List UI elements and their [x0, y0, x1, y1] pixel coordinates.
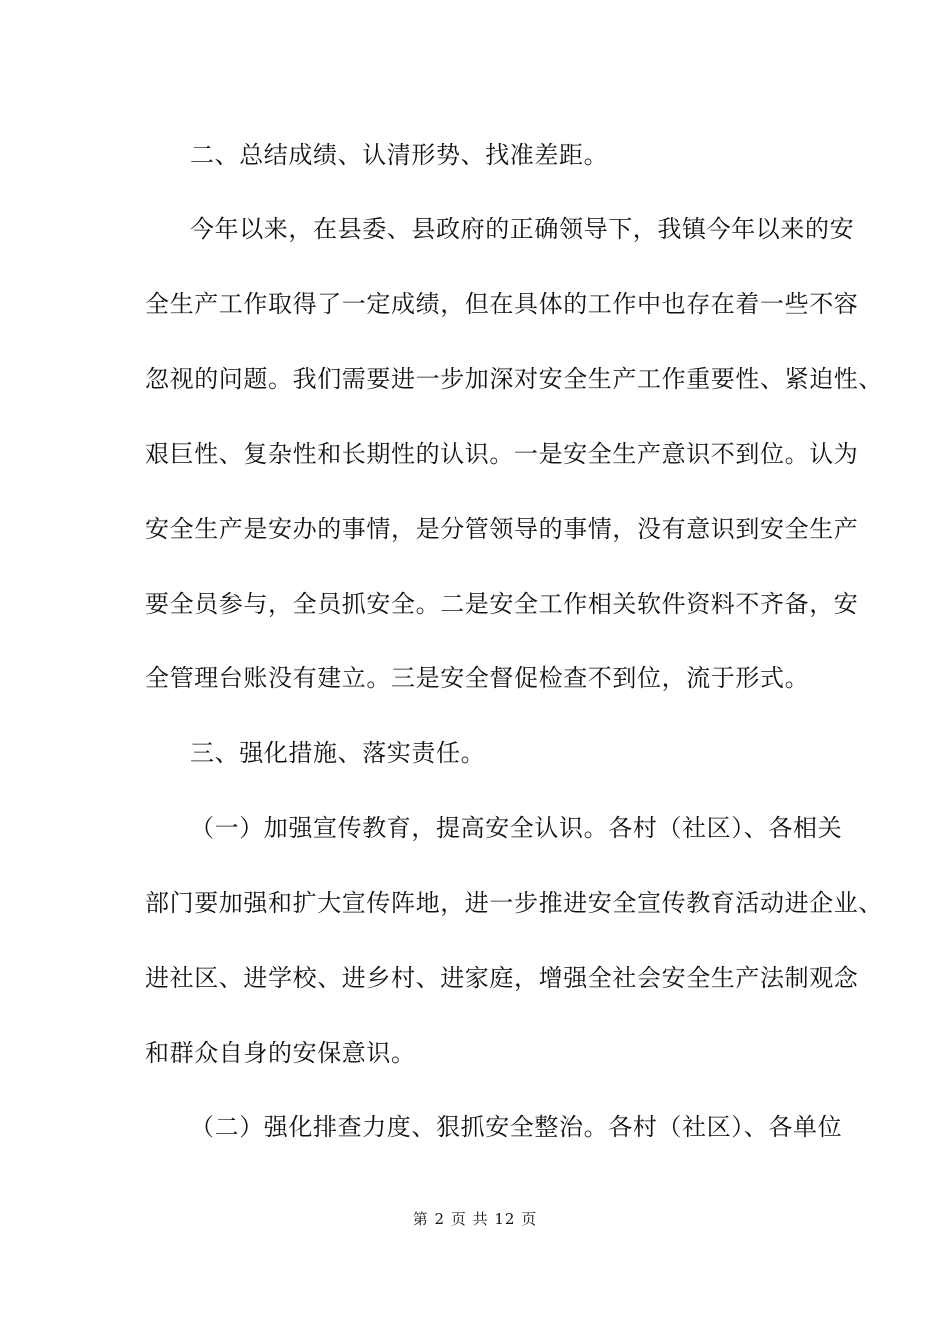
page-number-footer: 第 2 页 共 12 页: [412, 1210, 538, 1228]
paragraph-line: 安全生产是安办的事情，是分管领导的事情，没有意识到安全生产: [145, 515, 859, 543]
paragraph-line: 全生产工作取得了一定成绩，但在具体的工作中也存在着一些不容: [145, 290, 859, 318]
section-heading-2: 二、总结成绩、认清形势、找准差距。: [190, 141, 609, 169]
section-heading-3: 三、强化措施、落实责任。: [190, 739, 486, 767]
paragraph-line: 和群众自身的安保意识。: [145, 1039, 416, 1067]
paragraph-line: （一）加强宣传教育，提高安全认识。各村（社区）、各相关: [190, 814, 843, 842]
paragraph-line: 艰巨性、复杂性和长期性的认识。一是安全生产意识不到位。认为: [145, 440, 859, 468]
paragraph-line: 全管理台账没有建立。三是安全督促检查不到位，流于形式。: [145, 664, 810, 692]
paragraph-line: 忽视的问题。我们需要进一步加深对安全生产工作重要性、紧迫性、: [145, 365, 883, 393]
paragraph-line: 今年以来，在县委、县政府的正确领导下，我镇今年以来的安: [190, 215, 855, 243]
paragraph-line: 进社区、进学校、进乡村、进家庭，增强全社会安全生产法制观念: [145, 964, 859, 992]
paragraph-line: （二）强化排查力度、狠抓安全整治。各村（社区）、各单位: [190, 1113, 843, 1141]
paragraph-line: 部门要加强和扩大宣传阵地，进一步推进安全宣传教育活动进企业、: [145, 889, 883, 917]
paragraph-line: 要全员参与，全员抓安全。二是安全工作相关软件资料不齐备，安: [145, 590, 859, 618]
